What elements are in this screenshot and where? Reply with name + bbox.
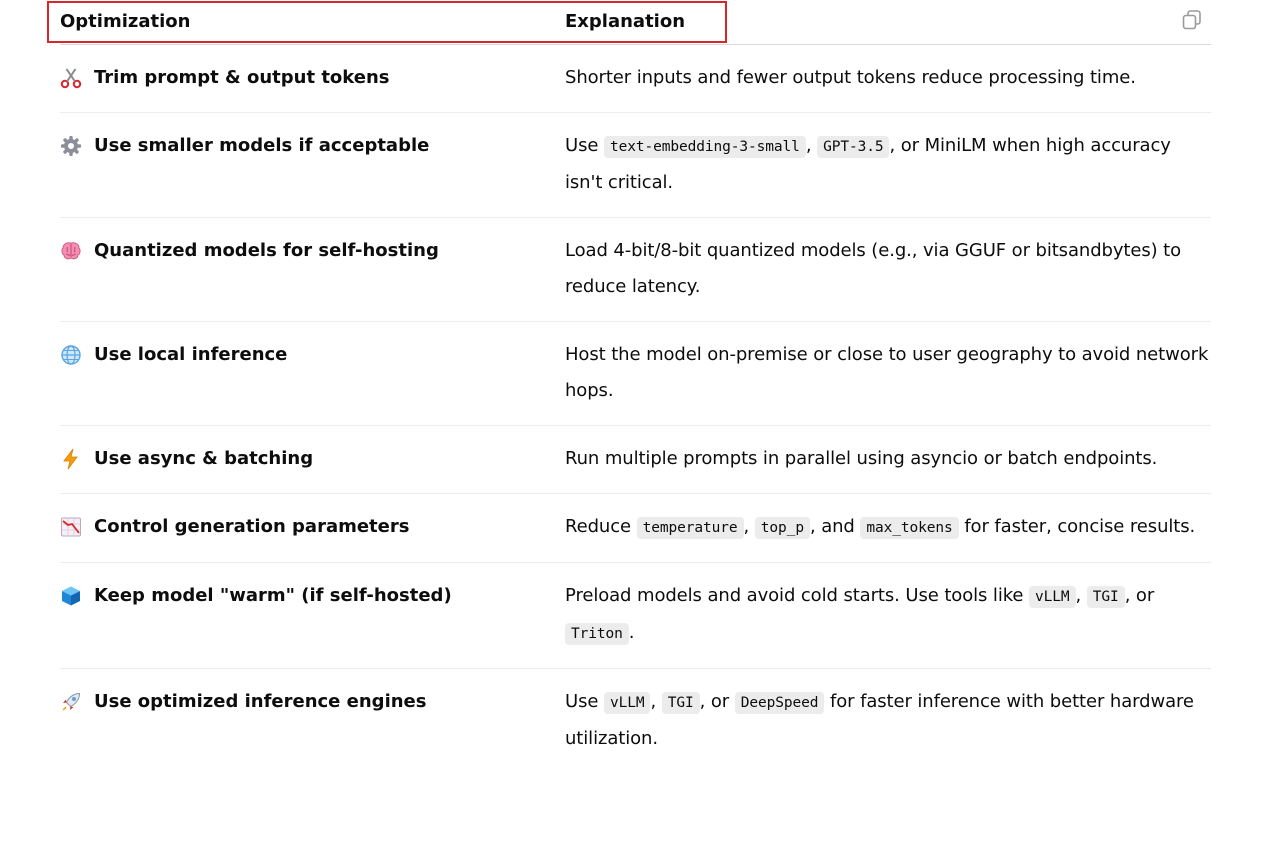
optimization-table bbox=[60, 0, 1211, 773]
explanation-cell bbox=[565, 578, 1211, 652]
table-body bbox=[60, 45, 1211, 773]
inline-code: text-embedding-3-small bbox=[604, 136, 806, 158]
inline-code: vLLM bbox=[604, 692, 651, 714]
optimization-label: Quantized models for self-hosting bbox=[94, 240, 439, 261]
table-row bbox=[60, 218, 1211, 322]
explanation-text: Use bbox=[565, 691, 604, 712]
inline-code: Triton bbox=[565, 623, 629, 645]
explanation-text: , or MiniLM when high accuracy isn't critical. bbox=[565, 135, 1171, 193]
optimization-label: Use local inference bbox=[94, 344, 288, 365]
explanation-text: Use bbox=[565, 135, 604, 156]
explanation-text: , bbox=[650, 691, 662, 712]
explanation-text: Reduce bbox=[565, 516, 637, 537]
inline-code: TGI bbox=[1087, 586, 1125, 608]
explanation-text: , or bbox=[1124, 585, 1155, 606]
optimization-cell bbox=[60, 337, 565, 409]
explanation-text: , bbox=[805, 135, 818, 156]
optimization-label: Control generation parameters bbox=[94, 516, 410, 537]
gear-icon bbox=[60, 128, 84, 164]
optimization-label: Use optimized inference engines bbox=[94, 691, 427, 712]
explanation-text: , bbox=[743, 516, 755, 537]
explanation-text: for faster, concise results. bbox=[958, 516, 1196, 537]
optimization-cell bbox=[60, 509, 565, 546]
cube-icon bbox=[60, 578, 84, 614]
explanation-text: Run multiple prompts in parallel using asyncio or batch endpoints. bbox=[565, 448, 1158, 469]
explanation-cell bbox=[565, 684, 1211, 757]
table-row bbox=[60, 45, 1211, 113]
table-row bbox=[60, 669, 1211, 773]
explanation-cell bbox=[565, 509, 1211, 546]
explanation-text: , bbox=[1075, 585, 1087, 606]
optimization-label: Use smaller models if acceptable bbox=[94, 135, 430, 156]
explanation-text: . bbox=[628, 622, 635, 643]
explanation-text: Shorter inputs and fewer output tokens reduce processing time. bbox=[565, 67, 1136, 88]
optimization-cell bbox=[60, 128, 565, 201]
explanation-text: for faster inference with better hardware utilization. bbox=[565, 691, 1194, 749]
optimization-cell bbox=[60, 578, 565, 652]
explanation-text: Preload models and avoid cold starts. Use tools like bbox=[565, 585, 1030, 606]
explanation-cell bbox=[565, 128, 1211, 201]
inline-code: GPT-3.5 bbox=[817, 136, 889, 158]
optimization-label: Keep model "warm" (if self-hosted) bbox=[94, 585, 452, 606]
optimization-cell bbox=[60, 441, 565, 477]
header-optimization: Optimization bbox=[60, 11, 191, 32]
header-explanation: Explanation bbox=[565, 11, 686, 32]
inline-code: max_tokens bbox=[860, 517, 958, 539]
inline-code: vLLM bbox=[1029, 586, 1076, 608]
optimization-cell bbox=[60, 684, 565, 757]
explanation-cell bbox=[565, 60, 1211, 96]
explanation-cell bbox=[565, 337, 1211, 409]
inline-code: DeepSpeed bbox=[735, 692, 825, 714]
optimization-label: Use async & batching bbox=[94, 448, 314, 469]
table-row bbox=[60, 322, 1211, 426]
explanation-text: Host the model on-premise or close to user geography to avoid network hops. bbox=[565, 344, 1209, 401]
brain-icon bbox=[60, 233, 84, 269]
table-row bbox=[60, 494, 1211, 563]
table-row bbox=[60, 563, 1211, 669]
explanation-cell bbox=[565, 233, 1211, 305]
table-row bbox=[60, 426, 1211, 494]
inline-code: temperature bbox=[637, 517, 744, 539]
scissors-icon bbox=[60, 60, 84, 96]
chart-decreasing-icon bbox=[60, 509, 84, 545]
inline-code: top_p bbox=[755, 517, 810, 539]
rocket-icon bbox=[60, 684, 84, 720]
explanation-cell bbox=[565, 441, 1211, 477]
optimization-label: Trim prompt & output tokens bbox=[94, 67, 390, 88]
optimization-cell bbox=[60, 60, 565, 96]
explanation-text: , or bbox=[699, 691, 735, 712]
globe-icon bbox=[60, 337, 84, 373]
table-header bbox=[60, 0, 1211, 45]
inline-code: TGI bbox=[662, 692, 700, 714]
lightning-icon bbox=[60, 441, 84, 477]
explanation-text: Load 4-bit/8-bit quantized models (e.g., via GGUF or bitsandbytes) to reduce latency. bbox=[565, 240, 1182, 297]
optimization-cell bbox=[60, 233, 565, 305]
table-row bbox=[60, 113, 1211, 218]
explanation-text: , and bbox=[809, 516, 861, 537]
